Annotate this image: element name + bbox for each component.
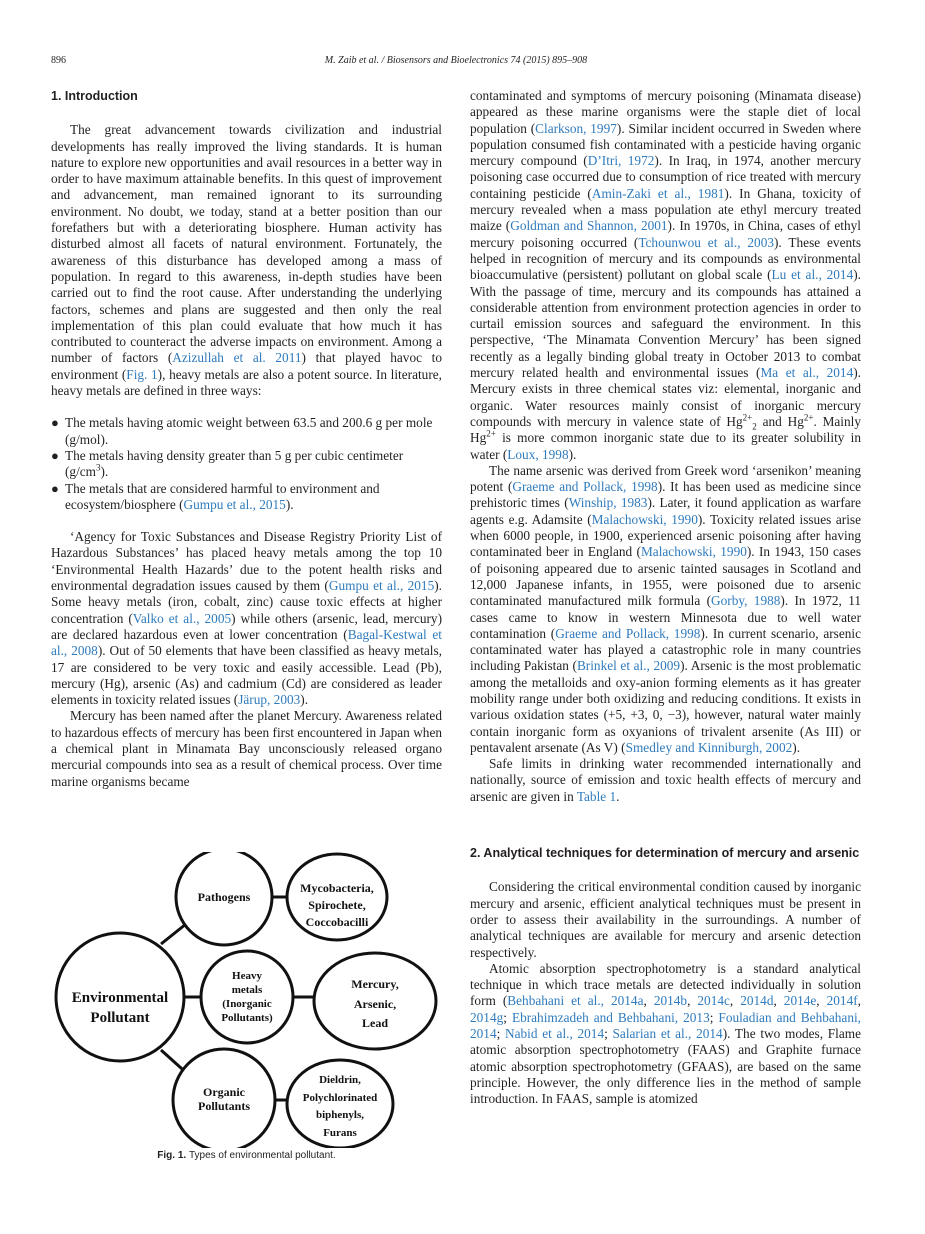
citation-link[interactable]: Graeme and Pollack, 1998 xyxy=(555,625,701,641)
list-item: ● The metals that are considered harmful to environment and ecosystem/biosphere (Gumpu et al., 2015). xyxy=(51,480,380,512)
bullet-icon: ● xyxy=(51,447,59,463)
heavy-metals-label-line: Pollutants) xyxy=(221,1012,273,1024)
pathogens-label: Pathogens xyxy=(197,890,251,904)
figure-caption-label: Fig. 1. xyxy=(157,1150,187,1161)
right-column xyxy=(470,88,861,1108)
organic-label-line: Pollutants xyxy=(197,1099,251,1113)
citation-link[interactable]: Fouladian and Behbahani, 2014 xyxy=(470,1009,861,1042)
citation-link[interactable]: D’Itri, 1972 xyxy=(587,153,655,169)
paragraph: The great advancement towards civilization and industrial developments has really improved the living standards. It is human nature to explore new opportunities and avail resources in a better way in order to have maximum attainable benefits. In this quest of improvement and advancement, man remained ignorant to its surrounding environment. No doubt, we today, stand at a better position than our forefathers but with a deteriorating biosphere. Human activity has disturbed almost all facets of natural environment. Fortunately, the awareness of this disturbance has developed among a mass of population. In regard to this awareness, in-depth studies have been carried out to find the root cause. After understanding the underlying factors, schemes and plans are suggested and then only the real implementation of this plan could evaluate that how much it has contributed to counteract the adverse impacts on environment. Among a number of factors (Azizullah et al. 2011) that played havoc to environment (Fig. 1), heavy metals are also a potent source. In literature, heavy metals are defined in three ways: xyxy=(51,122,442,399)
paragraph: Safe limits in drinking water recommended internationally and nationally, source of emission and toxic health effects of mercury and arsenic are given in Table 1. xyxy=(470,756,861,804)
left-column xyxy=(51,88,442,790)
citation-link[interactable]: Ebrahimzadeh and Behbahani, 2013 xyxy=(511,1009,710,1025)
paragraph: The name arsenic was derived from Greek word ‘arsenikon’ meaning potent (Graeme and Pollack, 1998). It has been used as medicine since prehistoric times (Winship, 1983). Later, it found application as warfare agents e.g. Adamsite (Malachowski, 1990). Toxicity related issues arise when 6000 people, in 1900, experienced arsenic poisoning after having contaminated beer in England (Malachowski, 1990). In 1943, 150 cases of poisoning appeared due to arsenic tainted sausages in Scotland and 12,000 Japanese infants, in 1955, were poisoned due to arsenic contaminated manufactured milk formula (Gorby, 1988). In 1972, 11 cases came to know in western Minnesota due to well water contamination (Graeme and Pollack, 1998). In current scenario, arsenic contaminated water has played a catastrophic role in many countries including Pakistan (Brinkel et al., 2009). Arsenic is the most problematic among the metalloids and oxy-anion forming elements as it has greater mobility range under both oxidizing and reducing conditions. It exists in various oxidation states (+5, +3, 0, −3), however, natural water mainly contain inorganic form as oxyanions of trivalent arsenite (As III) or pentavalent arsenate (As V) (Smedley and Kinniburgh, 2002). xyxy=(470,462,861,755)
center-label-line: Environmental xyxy=(71,990,169,1006)
citation-link[interactable]: Loux, 1998 xyxy=(507,446,569,462)
paragraph: Mercury has been named after the planet Mercury. Awareness related to hazardous effects of mercury has been first encountered in Japan when a chemical plant in Minamata Bay unconsciously released organo mercurial compounds into sea as a result of chemical process. Over time marine organisms became xyxy=(51,708,442,789)
citation-link[interactable]: Malachowski, 1990 xyxy=(591,511,698,527)
figure-caption-text: Types of environmental pollutant. xyxy=(188,1150,336,1161)
metal-example: Lead xyxy=(361,1016,389,1030)
citation-link[interactable]: Valko et al., 2005 xyxy=(132,610,232,626)
citation-link[interactable]: Tchounwou et al., 2003 xyxy=(638,234,774,250)
citation-link[interactable]: Gumpu et al., 2015 xyxy=(183,496,286,512)
citation-link[interactable]: 2014d xyxy=(740,993,774,1009)
paragraph: Atomic absorption spectrophotometry is a standard analytical technique in which trace metals are detected individually in solution form (Behbahani et al., 2014a, 2014b, 2014c, 2014d, 2014e, 2014f, 2014g; Ebrahimzadeh and Behbahani, 2013; Fouladian and Behbahani, 2014; Nabid et al., 2014; Salarian et al., 2014). The two modes, Flame atomic absorption spectrophotometry (FAAS) and Graphite furnace atomic absorption spectrophotometry (GFAAS), are based on the same principle. However, the only difference lies in the method of sample introduction. In FAAS, sample is atomized xyxy=(470,960,861,1107)
page-header xyxy=(51,55,861,71)
heavy-metals-label-line: Heavy xyxy=(232,970,262,982)
citation-link[interactable]: Graeme and Pollack, 1998 xyxy=(512,479,658,495)
paragraph: Considering the critical environmental condition caused by inorganic mercury and arsenic, efficient analytical techniques must be present in order to assess their availability in the surroundings. A number of analytical techniques are available for mercury and arsenic detection respectively. xyxy=(470,879,861,960)
pathogen-example: Mycobacteria, xyxy=(300,881,374,895)
citation-link[interactable]: Nabid et al., 2014 xyxy=(505,1026,605,1042)
list-item: ● The metals having density greater than 5 g per cubic centimeter $(g/cm^3)$. xyxy=(51,447,404,480)
figure-link[interactable]: Fig. 1 xyxy=(126,366,158,382)
citation-link[interactable]: Bagal-Kestwal et al., 2008 xyxy=(51,626,442,659)
citation-link[interactable]: Salarian et al., 2014 xyxy=(612,1026,723,1042)
pollutant-diagram xyxy=(51,852,442,1148)
bullet-list xyxy=(51,415,442,513)
citation-link[interactable]: Azizullah et al. 2011 xyxy=(172,350,302,366)
citation-link[interactable]: 2014g xyxy=(470,1009,504,1025)
running-head: M. Zaib et al. / Biosensors and Bioelectronics 74 (2015) 895–908 xyxy=(324,55,588,66)
section-heading-introduction: 1. Introduction xyxy=(51,89,138,103)
organic-example: biphenyls, xyxy=(316,1109,364,1121)
organic-example: Dieldrin, xyxy=(319,1074,361,1086)
citation-link[interactable]: Ma et al., 2014 xyxy=(760,365,854,381)
heavy-metals-label-line: (Inorganic xyxy=(222,998,272,1010)
table-link[interactable]: Table 1 xyxy=(576,788,617,804)
metal-example: Arsenic, xyxy=(353,997,397,1011)
heavy-metals-label-line: metals xyxy=(231,984,263,996)
organic-label-line: Organic xyxy=(203,1085,245,1099)
paragraph: contaminated and symptoms of mercury poisoning (Minamata disease) appeared as these marine organisms were the staple diet of local population (Clarkson, 1997). Similar incident occurred in Sweden where population consumed fish contaminated with a pesticide having organic mercury compound (D’Itri, 1972). In Iraq, in 1974, another mercury poisoning case occurred due to consumption of rice treated with mercury containing pesticide (Amin-Zaki et al., 1981). In Ghana, toxicity of mercury revealed when a mass population ate ethyl mercury treated maize (Goldman and Shannon, 2001). In 1970s, in China, cases of ethyl mercury poisoning occurred (Tchounwou et al., 2003). These events helped in recognition of mercury and its compounds as environmental bioaccumulative (persistent) pollutant on global scale (Lu et al., 2014). With the passage of time, mercury and its compounds has attained a considerable attention from environment protection agencies in order to curtail emission sources and safeguard the environment. In this perspective, ‘The Minamata Convention Mercury’ has been signed recently as a legally binding global treaty in October 2013 to combat mercury related health and environmental issues (Ma et al., 2014). Mercury exists in three chemical states viz: elemental, inorganic and organic. Water resources mainly consist of inorganic mercury compounds with mercury in valence state of $Hg^{2+}_2$ and $Hg^{2+}$. Mainly $Hg^{2+}$ is more common inorganic state due to its greater solubility in water (Loux, 1998). xyxy=(470,88,862,462)
page-number: 896 xyxy=(51,55,66,66)
metal-example: Mercury, xyxy=(351,977,399,991)
citation-link[interactable]: 2014f xyxy=(826,993,858,1009)
citation-link[interactable]: Gorby, 1988 xyxy=(711,593,781,609)
citation-link[interactable]: Behbahani et al., 2014a xyxy=(507,993,644,1009)
citation-link[interactable]: Järup, 2003 xyxy=(238,692,301,708)
citation-link[interactable]: Clarkson, 1997 xyxy=(535,120,617,136)
paragraph: ‘Agency for Toxic Substances and Disease Registry Priority List of Hazardous Substances’ has placed heavy metals among the top 10 ‘Environmental Health Hazards’ due to the potent health risks and environmental degradation issues caused by them (Gumpu et al., 2015). Some heavy metals (iron, cobalt, zinc) cause toxic effects at higher concentration (Valko et al., 2005) while others (arsenic, lead, mercury) are declared hazardous even at lower concentration (Bagal-Kestwal et al., 2008). Out of 50 elements that have been classified as heavy metals, 17 are considered to be very toxic and easily accessible. Lead (Pb), mercury (Hg), arsenic (As) and cadmium (Cd) are considered as leader elements in toxicity related issues (Järup, 2003). xyxy=(51,529,443,708)
bullet-icon: ● xyxy=(51,480,59,496)
citation-link[interactable]: Winship, 1983 xyxy=(568,495,648,511)
bullet-icon: ● xyxy=(51,415,59,431)
organic-example: Furans xyxy=(323,1127,357,1139)
citation-link[interactable]: 2014e xyxy=(783,993,817,1009)
citation-link[interactable]: Brinkel et al., 2009 xyxy=(576,658,681,674)
citation-link[interactable]: 2014b xyxy=(653,993,688,1009)
pathogen-example: Coccobacilli xyxy=(305,915,369,929)
heavy-metals-circle xyxy=(201,951,293,1043)
section-heading-analytical-techniques: 2. Analytical techniques for determination of mercury and arsenic xyxy=(470,846,860,861)
citation-link[interactable]: Goldman and Shannon, 2001 xyxy=(510,218,668,234)
citation-link[interactable]: Smedley and Kinniburgh, 2002 xyxy=(625,739,793,755)
center-label-line: Pollutant xyxy=(90,1010,150,1026)
citation-link[interactable]: Malachowski, 1990 xyxy=(640,544,747,560)
pathogen-example: Spirochete, xyxy=(308,898,366,912)
citation-link[interactable]: Gumpu et al., 2015 xyxy=(328,578,435,594)
figure-1 xyxy=(51,852,442,1161)
citation-link[interactable]: 2014c xyxy=(697,993,730,1009)
list-item: ● The metals having atomic weight between 63.5 and 200.6 g per mole (g/mol). xyxy=(51,415,433,447)
figure-caption xyxy=(51,1150,442,1161)
organic-example: Polychlorinated xyxy=(302,1092,378,1104)
citation-link[interactable]: Amin-Zaki et al., 1981 xyxy=(591,185,725,201)
citation-link[interactable]: Lu et al., 2014 xyxy=(771,267,854,283)
